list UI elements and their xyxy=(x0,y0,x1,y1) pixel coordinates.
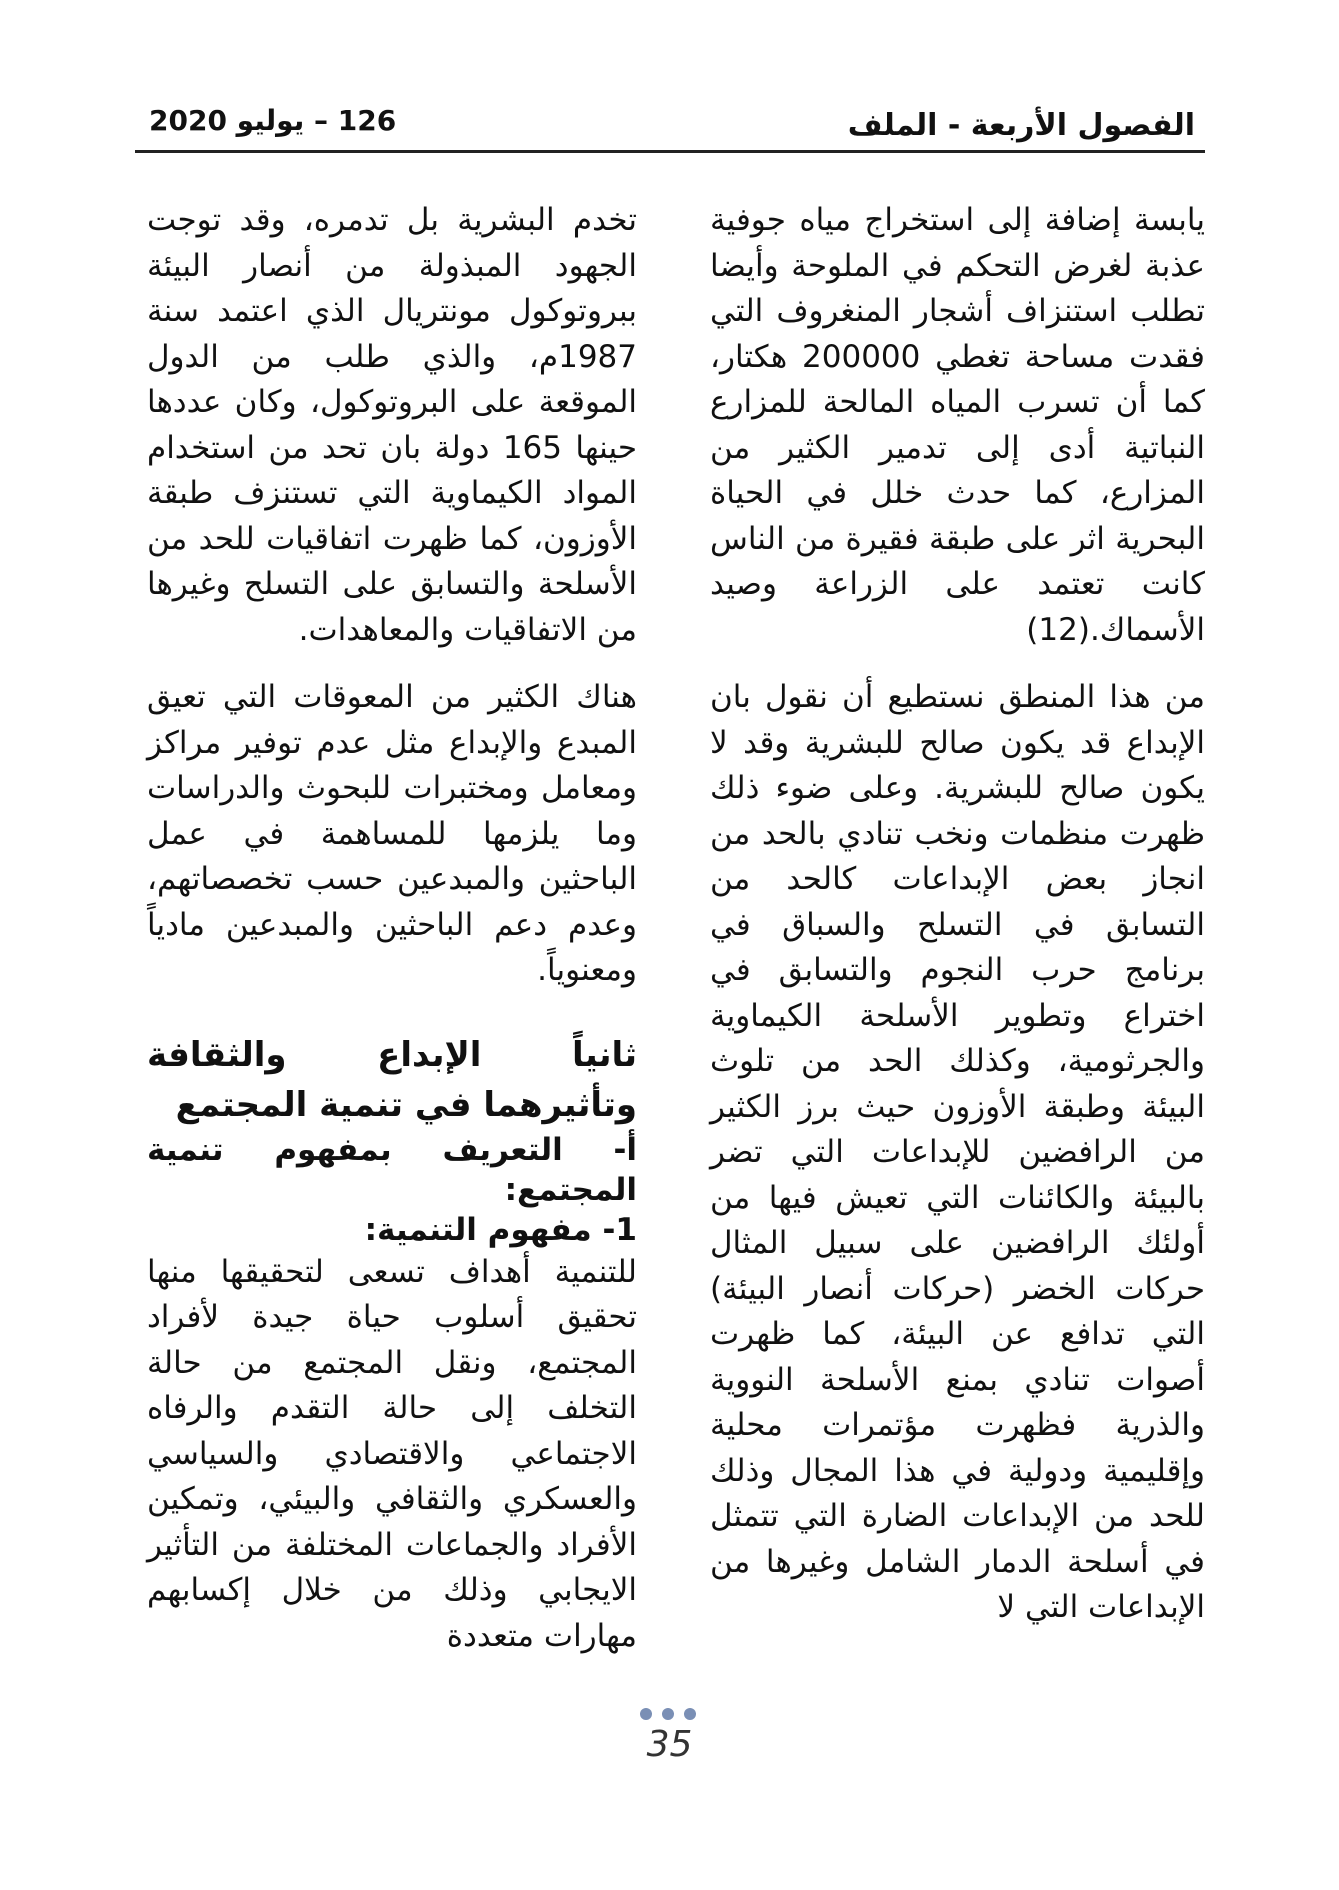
right-column xyxy=(710,198,1205,1631)
dot-icon xyxy=(684,1708,696,1720)
dot-icon xyxy=(662,1708,674,1720)
paragraph: من هذا المنطق نستطيع أن نقول بان الإبداع قد يكون صالح للبشرية وقد لا يكون صالح للبشرية. وعلى ضوء ذلك ظهرت منظمات ونخب تنادي بالحد من انجاز بعض الإبداعات كالحد من التسابق في التسلح والسباق في برنامج حرب النجوم والتسابق في اختراع وتطوير الأسلحة الكيماوية والجرثومية، وكذلك الحد من تلوث البيئة وطبقة الأوزون حيث برز الكثير من الرافضين للإبداعات التي تضر بالبيئة والكائنات التي تعيش فيها من أولئك الرافضين على سبيل المثال حركات الخضر (حركات أنصار البيئة) التي تدافع عن البيئة، كما ظهرت أصوات تنادي بمنع الأسلحة النووية والذرية فظهرت مؤتمرات محلية وإقليمية ودولية في هذا المجال وذلك للحد من الإبداعات الضارة التي تتمثل في أسلحة الدمار الشامل وغيرها من الإبداعات التي لا xyxy=(710,679,1205,1625)
left-column xyxy=(147,198,637,1659)
subsection-heading: أ- التعريف بمفهوم تنمية المجتمع: xyxy=(147,1131,637,1208)
dot-icon xyxy=(640,1708,652,1720)
paragraph: هناك الكثير من المعوقات التي تعيق المبدع والإبداع مثل عدم توفير مراكز ومعامل ومختبرات للبحوث والدراسات وما يلزمها للمساهمة في عمل الباحثين والمبدعين حسب تخصصاتهم، وعدم دعم الباحثين والمبدعين مادياً ومعنوياً. xyxy=(147,679,637,988)
issue-label: 126 – يوليو 2020 xyxy=(149,104,397,137)
paragraph: تخدم البشرية بل تدمره، وقد توجت الجهود المبذولة من أنصار البيئة ببروتوكول مونتريال الذي اعتمد سنة 1987م، والذي طلب من الدول الموقعة على البروتوكول، وكان عددها حينها 165 دولة بان تحد من استخدام المواد الكيماوية التي تستنزف طبقة الأوزون، كما ظهرت اتفاقيات للحد من الأسلحة والتسابق على التسلح وغيرها من الاتفاقيات والمعاهدات. xyxy=(147,202,638,648)
section-heading: ثانياً الإبداع والثقافة وتأثيرهما في تنمية المجتمع xyxy=(147,1034,637,1125)
page-number: 35 xyxy=(646,1724,693,1765)
subsection-heading: 1- مفهوم التنمية: xyxy=(364,1211,637,1248)
paragraph: يابسة إضافة إلى استخراج مياه جوفية عذبة لغرض التحكم في الملوحة وأيضا تطلب استنزاف أشجار المنغروف التي فقدت مساحة تغطي 200000 هكتار، كما أن تسرب المياه المالحة للمزارع النباتية أدى إلى تدمير الكثير من المزارع، كما حدث خلل في الحياة البحرية اثر على طبقة فقيرة من الناس كانت تعتمد على الزراعة وصيد الأسماك.(12) xyxy=(710,202,1205,648)
page-header xyxy=(135,100,1205,150)
paragraph: للتنمية أهداف تسعى لتحقيقها منها تحقيق أسلوب حياة جيدة لأفراد المجتمع، ونقل المجتمع من حالة التخلف إلى حالة التقدم والرفاه الاجتماعي والاقتصادي والسياسي والعسكري والثقافي والبيئي، وتمكين الأفراد والجماعات المختلفة من التأثير الايجابي وذلك من خلال إكسابهم مهارات متعددة xyxy=(147,1253,637,1654)
journal-title: الفصول الأربعة - الملف xyxy=(847,108,1195,143)
page-dots-ornament xyxy=(640,1708,696,1720)
header-rule xyxy=(135,150,1205,153)
